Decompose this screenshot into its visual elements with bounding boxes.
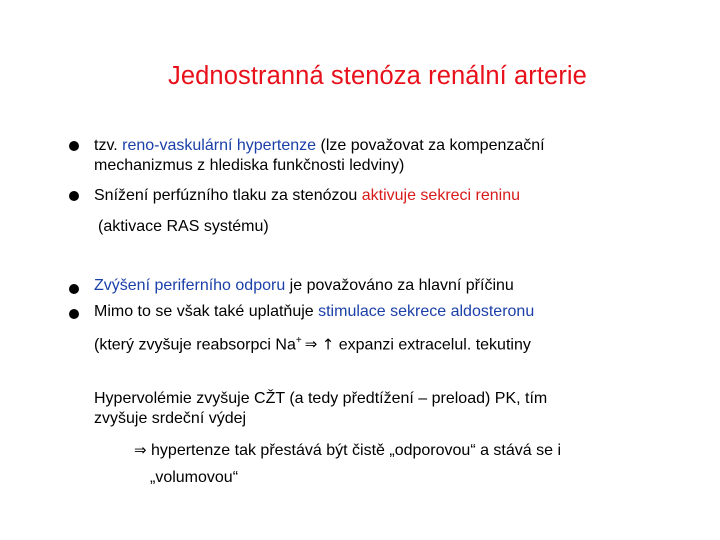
bullet-2-line-1 (94, 186, 520, 206)
superscript-plus: + (295, 335, 302, 346)
bullet-2-highlight: aktivuje sekreci reninu (361, 187, 521, 204)
bullet-4-line-2 (94, 331, 531, 355)
bullet-dot (69, 141, 79, 151)
bullet-1-line-2: mechanizmus z hlediska funkčnosti ledviny) (94, 157, 405, 174)
bullet-dot (69, 284, 79, 294)
bullet-2-text: Snížení perfúzního tlaku za stenózou (94, 187, 362, 204)
bullet-4-line-1 (94, 302, 534, 322)
bullet-dot (69, 191, 79, 201)
bullet-4-line-2-text: (který zvyšuje reabsorpci Na (94, 336, 296, 354)
up-arrow-icon: ↑ (321, 335, 335, 354)
paragraph-line-3 (134, 440, 561, 461)
paragraph-line-4: „volumovou“ (150, 469, 239, 486)
paragraph-line-2: zvyšuje srdeční výdej (94, 410, 247, 427)
bullet-3-highlight: Zvýšení periferního odporu (94, 277, 286, 294)
paragraph-line-1: Hypervolémie zvyšuje CŽT (a tedy předtížení – preload) PK, tím (94, 390, 548, 407)
bullet-1-line-1 (94, 136, 545, 156)
bullet-4-highlight: stimulace sekrece aldosteronu (318, 303, 535, 320)
bullet-1-highlight: reno-vaskulární hypertenze (122, 137, 317, 154)
bullet-1-text-post: (lze považovat za kompenzační (316, 137, 545, 154)
bullet-dot (69, 309, 79, 319)
bullet-1-text: tzv. (94, 137, 123, 154)
slide-title: Jednostranná stenóza renální arterie (168, 62, 587, 90)
implies-arrow-icon: ⇒ (134, 441, 147, 459)
bullet-4-text: Mimo to se však také uplatňuje (94, 303, 319, 320)
bullet-2-line-2: (aktivace RAS systému) (98, 218, 269, 235)
bullet-4-line-2-post: expanzi extracelul. tekutiny (334, 336, 531, 354)
implies-arrow-icon: ⇒ (304, 335, 318, 354)
bullet-3-line-1 (94, 276, 514, 296)
paragraph-line-3-text: hypertenze tak přestává být čistě „odporovou“ a stává se i (146, 442, 562, 459)
bullet-3-text-post: je považováno za hlavní příčinu (285, 277, 514, 294)
